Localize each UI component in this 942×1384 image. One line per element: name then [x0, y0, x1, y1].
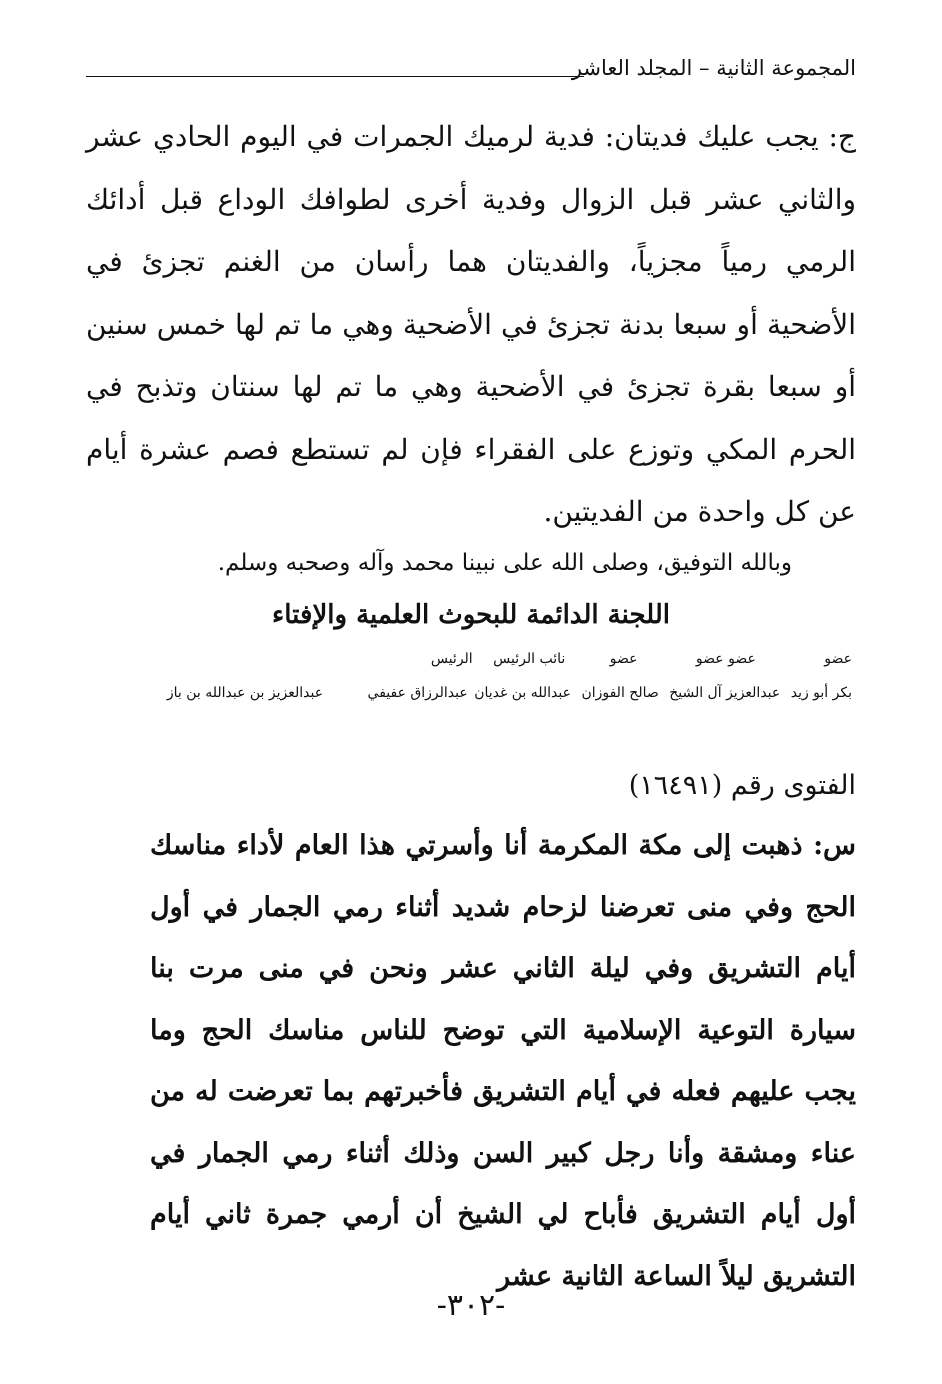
name-4: عبدالله بن غديان	[474, 685, 571, 701]
name-3: صالح الفوزان	[581, 685, 659, 701]
committee-name: اللجنة الدائمة للبحوث العلمية والإفتاء	[272, 600, 670, 630]
running-header	[86, 52, 856, 92]
signatory-names	[167, 685, 852, 701]
question-section	[150, 815, 856, 1307]
role-1: عضو	[824, 651, 852, 667]
running-title: المجموعة الثانية – المجلد العاشر	[571, 56, 856, 80]
answer-section	[86, 106, 856, 544]
name-6: عبدالعزيز بن عبدالله بن باز	[166, 685, 324, 701]
answer-paragraph: ج: يجب عليك فديتان: فدية لرميك الجمرات في اليوم الحادي عشر والثاني عشر قبل الزوال وفدية أخرى لطوافك الوداع قبل أدائك الرمي رمياً مجزياً، والفديتان هما رأسان من الغنم تجزئ في الأضحية أو سبعا بدنة تجزئ في الأضحية وهي ما تم لها خمس سنين أو سبعا بقرة تجزئ في الأضحية وهي ما تم لها سنتان وتذبح في الحرم المكي وتوزع على الفقراء فإن لم تستطع فصم عشرة أيام عن كل واحدة من الفديتين.	[86, 120, 856, 528]
name-2: عبدالعزيز آل الشيخ	[669, 685, 781, 701]
fatwa-number: الفتوى رقم (١٦٤٩١)	[628, 770, 856, 801]
role-3: عضو	[609, 651, 638, 667]
role-5: الرئيس	[430, 651, 473, 667]
role-4: نائب الرئيس	[493, 651, 566, 667]
name-5: عبدالرزاق عفيفي	[367, 685, 468, 701]
question-paragraph: س: ذهبت إلى مكة المكرمة أنا وأسرتي هذا العام لأداء مناسك الحج وفي منى تعرضنا لزحام شديد أثناء رمي الجمار في أول أيام التشريق وفي ليلة الثاني عشر ونحن في منى مرت بنا سيارة التوعية الإسلامية التي توضح للناس مناسك الحج وما يجب عليهم فعله في أيام التشريق فأخبرتهم بما تعرضت له من عناء ومشقة وأنا رجل كبير السن وذلك أثناء رمي الجمار في أول أيام التشريق فأباح لي الشيخ أن أرمي جمرة ثاني أيام التشريق ليلاً الساعة الثانية عشر	[150, 830, 856, 1292]
name-1: بكر أبو زيد	[790, 685, 852, 701]
closing-line: وبالله التوفيق، وصلى الله على نبينا محمد وآله وصحبه وسلم.	[217, 550, 792, 576]
role-2: عضو عضو	[695, 651, 756, 667]
signatory-roles	[431, 651, 852, 667]
page-number: -٣٠٢-	[436, 1288, 506, 1323]
header-rule	[86, 76, 584, 77]
